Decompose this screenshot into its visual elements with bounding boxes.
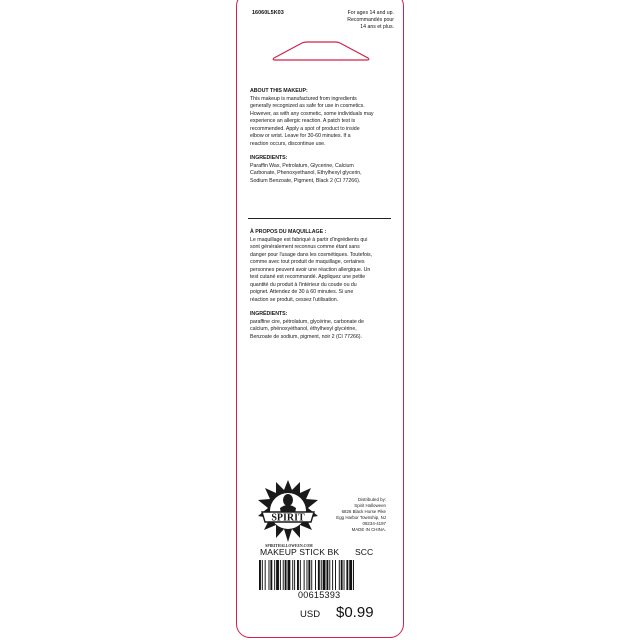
about-line-en: generally recognized as safe for use in cosmetics. [250, 103, 365, 110]
barcode-bar [274, 560, 275, 590]
barcode-bar [283, 560, 284, 590]
barcode-bar [307, 560, 308, 590]
ingredients-line-en: Carbonate, Phenoxyethanol, Ethylhexyl glycerin, [250, 170, 362, 177]
distributor-line: 6826 Black Horse Pike [341, 509, 386, 515]
barcode-bar [300, 560, 301, 590]
product-code: SCC [355, 547, 374, 557]
barcode-bar [332, 560, 333, 590]
barcode-bar [335, 560, 336, 590]
about-line-fr: comme avec tout produit de maquillage, certaines [250, 259, 365, 266]
about-line-fr: sont généralement reconnus comme étant sans [250, 244, 360, 251]
about-line-fr: Le maquillage est fabriqué à partir d'ingrédients qui [250, 236, 368, 243]
about-line-en: recommended. Apply a spot of product to inside [250, 125, 360, 132]
about-line-fr: test cutané est recommandé. Appliquez une petite [250, 274, 366, 281]
about-heading-fr: À PROPOS DU MAQUILLAGE : [250, 229, 327, 235]
spirit-logo-icon [256, 478, 320, 544]
barcode-bar [262, 560, 263, 590]
barcode-bar [297, 560, 299, 590]
barcode-bar [344, 560, 345, 590]
barcode-bar [329, 560, 330, 590]
barcode-bar [341, 560, 343, 590]
barcode-bar [339, 560, 340, 590]
distributor-line: 08234-4197 [362, 521, 386, 527]
barcode-bar [269, 560, 270, 590]
barcode-bar [349, 560, 352, 590]
age-french-line-2: 14 ans et plus. [360, 24, 394, 31]
barcode-bar [285, 560, 287, 590]
ingredients-heading-fr: INGRÉDIENTS: [250, 311, 288, 318]
english-section [250, 88, 390, 192]
ingredients-line-fr: calcium, phénoxyéthanol, éthylhexyl glycérine, [250, 326, 357, 333]
age-french-line-1: Recommandés pour [347, 17, 394, 24]
distributor-line: Distributed by: [357, 497, 386, 502]
about-line-fr: réaction se produit, cessez l'utilisation. [250, 296, 339, 303]
barcode-bar [318, 560, 320, 590]
barcode-bar [294, 560, 295, 590]
barcode-bar [311, 560, 312, 590]
about-line-en: This makeup is manufactured from ingredients [250, 95, 357, 102]
barcode [258, 560, 384, 590]
about-line-fr: quantité du produit à l'intérieur du coude ou du [250, 281, 357, 288]
barcode-bar [323, 560, 326, 590]
distributor-line: MADE IN CHINA. [351, 527, 386, 533]
about-line-fr: danger pour l'usage dans les cosmétiques. Toutefois, [250, 251, 372, 258]
ingredients-line-fr: Benzoate de sodium, pigment, noir 2 (CI 77266). [250, 333, 362, 340]
distributor-info [324, 497, 386, 533]
ingredients-line-en: Sodium Benzoate, Pigment, Black 2 (CI 77266). [250, 177, 361, 184]
barcode-bar [315, 560, 316, 590]
hang-tab-hole [268, 40, 374, 62]
section-divider [248, 218, 391, 219]
barcode-bar [321, 560, 322, 590]
distributor-line: Egg Harbor Township, NJ [336, 515, 386, 521]
about-line-en: reaction occurs, discontinue use. [250, 140, 326, 147]
barcode-bar [326, 560, 328, 590]
about-heading-en: ABOUT THIS MAKEUP: [250, 88, 308, 94]
about-line-en: experience an allergic reaction. A patch test is [250, 118, 356, 125]
barcode-bar [292, 560, 293, 590]
barcode-bar [265, 560, 266, 590]
ingredients-heading-en: INGREDIENTS: [250, 155, 288, 162]
barcode-bar [288, 560, 291, 590]
about-line-fr: personnes peuvent avoir une réaction allergique. Un [250, 266, 371, 273]
about-line-en: However, as with any cosmetic, some individuals may [250, 110, 374, 117]
barcode-bar [270, 560, 272, 590]
about-line-en: elbow or wrist. Leave for 30-60 minutes. If a [250, 133, 351, 140]
barcode-bar [304, 560, 305, 590]
ingredients-line-fr: paraffine cire, pétrolatum, glycérine, carbonate de [250, 318, 364, 325]
barcode-bar [276, 560, 279, 590]
logo-wordmark: SPIRIT [271, 512, 305, 524]
age-recommendation [338, 10, 394, 31]
price: $0.99 [336, 604, 374, 621]
barcode-bar [280, 560, 281, 590]
currency: USD [300, 609, 321, 620]
barcode-bar [259, 560, 261, 590]
barcode-bar [308, 560, 310, 590]
barcode-bar [353, 560, 354, 590]
ingredients-line-en: Paraffin Wax, Petrolatum, Glycerine, Calcium [250, 162, 354, 169]
about-line-fr: poignet. Attendez de 30 à 60 minutes. Si une [250, 289, 354, 296]
item-code: 16060L5K03 [252, 10, 284, 16]
age-english: For ages 14 and up. [347, 10, 394, 16]
brand-url: SPIRITHALLOWEEN.COM [265, 544, 313, 548]
french-section [250, 229, 390, 348]
barcode-number: 00615393 [298, 590, 341, 600]
barcode-bar [346, 560, 348, 590]
product-name: MAKEUP STICK BK [260, 547, 340, 557]
distributor-line: Spirit Halloween [354, 503, 386, 509]
